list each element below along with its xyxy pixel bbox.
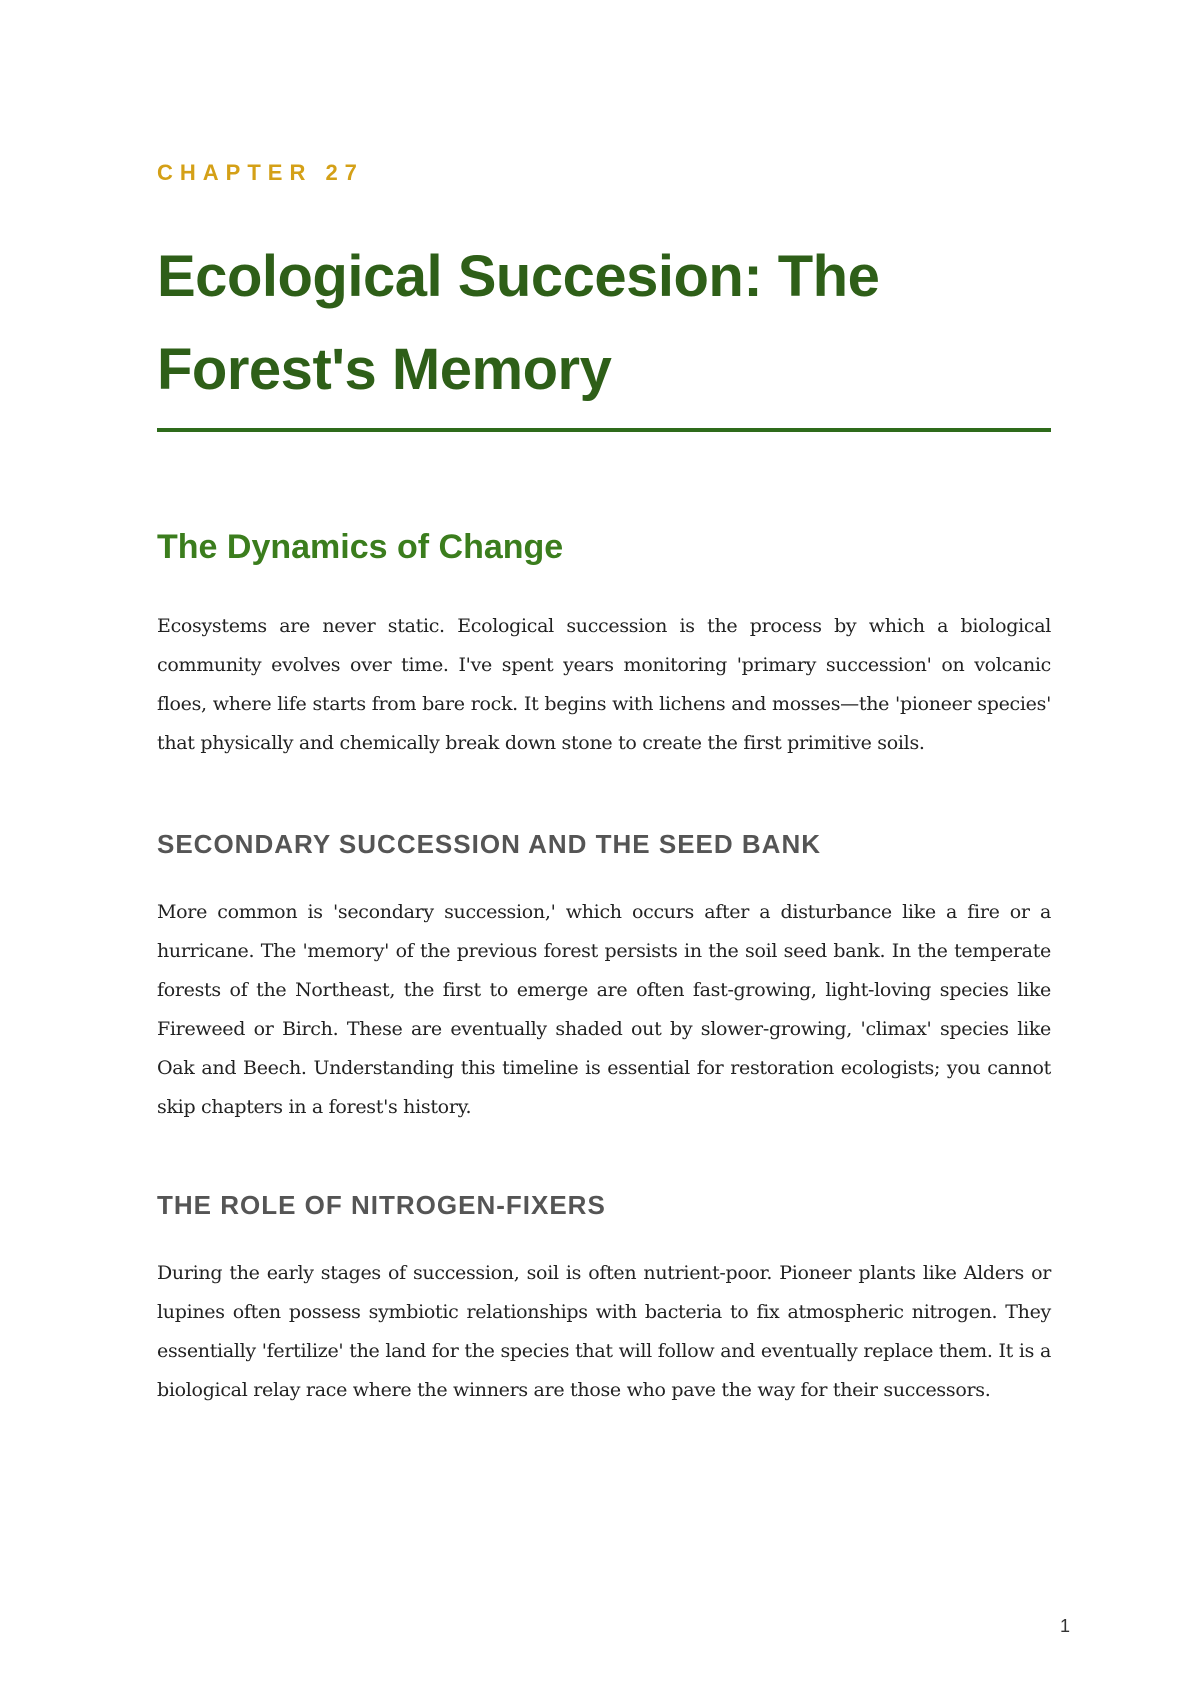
paragraph-nitrogen-fixers: During the early stages of succession, soil is often nutrient-poor. Pioneer plants like Alders or lupines often possess symbiotic relationships with bacteria to fix atmospheric nitrogen. They essentially 'fertilize' the land for the species that will follow and eventually replace them. It is a biological relay race where the winners are those who pave the way for their successors. xyxy=(157,1262,1051,1401)
section-heading-nitrogen-fixers: THE ROLE OF NITROGEN-FIXERS xyxy=(157,1190,606,1220)
paragraph-secondary-succession: More common is 'secondary succession,' which occurs after a disturbance like a fire or a hurricane. The 'memory' of the previous forest persists in the soil seed bank. In the temperate forests of the Northeast, the first to emerge are often fast-growing, light-loving species like Fireweed or Birch. These are eventually shaded out by slower-growing, 'climax' species like Oak and Beech. Understanding this timeline is essential for restoration ecologists; you cannot skip chapters in a forest's history. xyxy=(157,901,1051,1118)
page-number: 1 xyxy=(1059,1616,1070,1636)
chapter-title: Ecological Succesion: The Forest's Memory xyxy=(157,244,880,402)
paragraph-dynamics: Ecosystems are never static. Ecological succession is the process by which a biological community evolves over time. I've spent years monitoring 'primary succession' on volcanic floes, where life starts from bare rock. It begins with lichens and mosses—the 'pioneer species' that physically and chemically break down stone to create the first primitive soils. xyxy=(157,615,1051,754)
section-heading-dynamics: The Dynamics of Change xyxy=(157,528,564,566)
title-divider xyxy=(157,428,1051,432)
section-heading-secondary-succession: SECONDARY SUCCESSION AND THE SEED BANK xyxy=(157,829,822,859)
chapter-label: CHAPTER 27 xyxy=(157,160,364,185)
